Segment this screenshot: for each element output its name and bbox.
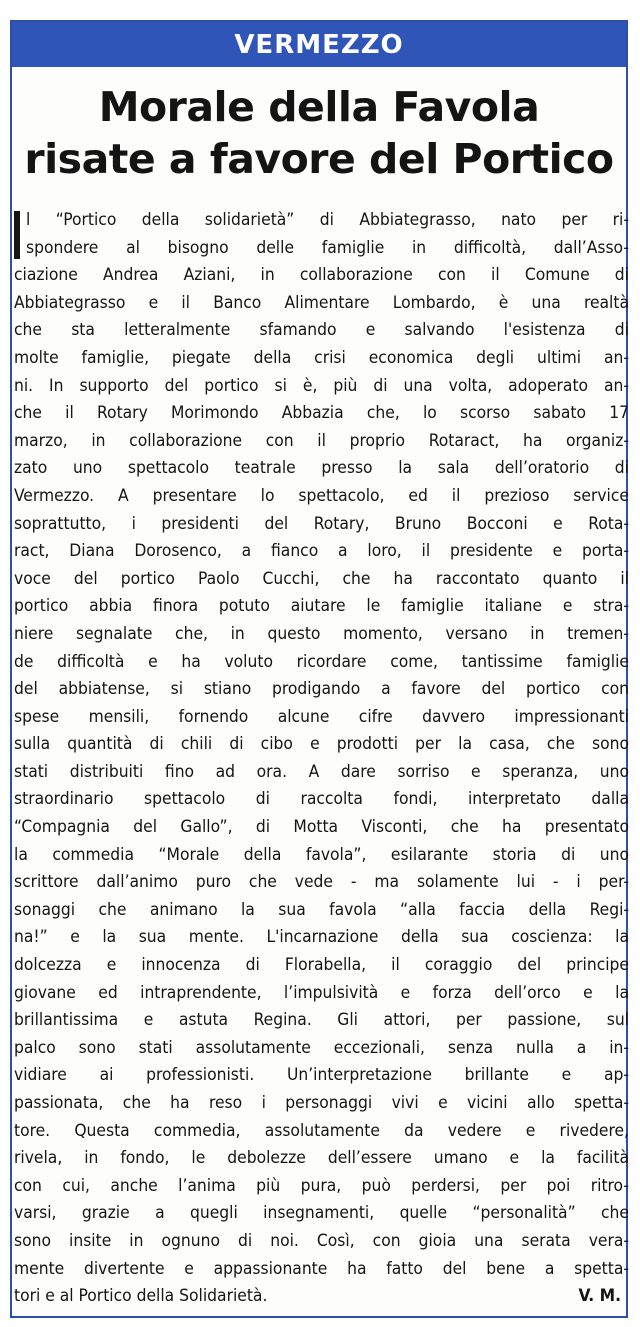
article-line: Abbiategrasso e il Banco Alimentare Lombardo, è una realtà bbox=[14, 292, 629, 313]
article-line: sulla quantità di chili di cibo e prodotti per la casa, che sono bbox=[14, 734, 629, 755]
article-line: passionata, che ha reso i personaggi vivi e vicini allo spetta- bbox=[14, 1093, 629, 1113]
article-line: Vermezzo. A presentare lo spettacolo, ed il prezioso service bbox=[14, 485, 629, 506]
article-body bbox=[14, 207, 629, 1311]
author-signature: V. M. bbox=[578, 1286, 621, 1307]
headline bbox=[12, 81, 626, 185]
article-line: mente divertente e appassionante ha fatto del bene a spetta- bbox=[14, 1258, 629, 1279]
article-line: che il Rotary Morimondo Abbazia che, lo scorso sabato 17 bbox=[14, 403, 629, 424]
article-line: voce del portico Paolo Cucchi, che ha raccontato quanto il bbox=[14, 568, 629, 589]
article-line: brillantissima e astuta Regina. Gli attori, per passione, sul bbox=[14, 1010, 629, 1031]
article-line: l “Portico della solidarietà” di Abbiategrasso, nato per ri- bbox=[26, 210, 629, 230]
article-line: tore. Questa commedia, assolutamente da vedere e rivedere, bbox=[14, 1120, 629, 1141]
article-line: spese mensili, fornendo alcune cifre davvero impressionanti bbox=[14, 706, 629, 727]
article-line: niere segnalate che, in questo momento, versano in tremen- bbox=[14, 623, 629, 644]
article-line: ciazione Andrea Aziani, in collaborazione con il Comune di bbox=[14, 265, 629, 286]
article-line: con cui, anche l’anima più pura, può perdersi, per poi ritro- bbox=[14, 1175, 629, 1196]
article-line: de difficoltà e ha voluto ricordare come, tantissime famiglie bbox=[14, 651, 629, 672]
article-line: straordinario spettacolo di raccolta fondi, interpretato dalla bbox=[14, 789, 629, 810]
headline-line-1: Morale della Favola bbox=[98, 83, 540, 131]
article-line: vidiare ai professionisti. Un’interpretazione brillante e ap- bbox=[14, 1065, 629, 1086]
article-line: sono insite in ognuno di noi. Così, con gioia una serata vera- bbox=[14, 1230, 629, 1251]
article-line: zato uno spettacolo teatrale presso la sala dell’oratorio di bbox=[14, 458, 629, 479]
article-line: dolcezza e innocenza di Florabella, il coraggio del principe bbox=[14, 955, 629, 976]
article-final-row bbox=[14, 1283, 629, 1311]
article-line: ract, Diana Dorosenco, a fianco a loro, il presidente e porta- bbox=[14, 541, 629, 562]
article-line: del abbiatense, si stiano prodigando a favore del portico con bbox=[14, 679, 629, 700]
article-line: na!” e la sua mente. L'incarnazione della sua coscienza: la bbox=[14, 927, 629, 948]
article-line: marzo, in collaborazione con il proprio Rotaract, ha organiz- bbox=[14, 430, 629, 451]
headline-line-2: risate a favore del Portico bbox=[24, 135, 614, 183]
article-line: “Compagnia del Gallo”, di Motta Visconti, che ha presentato bbox=[14, 817, 629, 838]
article-line: scrittore dall’animo puro che vede - ma solamente lui - i per- bbox=[14, 872, 629, 893]
section-header-bar bbox=[12, 22, 626, 67]
article-line: la commedia “Morale della favola”, esilarante storia di uno bbox=[14, 844, 629, 865]
article-line: varsi, grazie a quegli insegnamenti, quelle “personalità” che bbox=[14, 1203, 629, 1224]
article-line: rivela, in fondo, le debolezze dell’essere umano e la facilità bbox=[14, 1148, 629, 1169]
article-line: sonaggi che animano la sua favola “alla faccia della Regi- bbox=[14, 899, 629, 920]
article-line: portico abbia finora potuto aiutare le famiglie italiane e stra- bbox=[14, 596, 629, 617]
article-line: spondere al bisogno delle famiglie in difficoltà, dall’Asso- bbox=[26, 237, 629, 258]
section-label: VERMEZZO bbox=[234, 29, 404, 60]
article-final-line: tori e al Portico della Solidarietà. bbox=[14, 1286, 268, 1307]
article-line: giovane ed intraprendente, l’impulsività e forza dell’orco e la bbox=[14, 982, 629, 1003]
article-line: palco sono stati assolutamente eccezionali, senza nulla a in- bbox=[14, 1037, 629, 1058]
dropcap-bar bbox=[14, 211, 20, 259]
article-line: molte famiglie, piegate della crisi economica degli ultimi an- bbox=[14, 347, 629, 368]
article-line: che sta letteralmente sfamando e salvando l'esistenza di bbox=[14, 320, 629, 341]
article-line: ni. In supporto del portico si è, più di una volta, adoperato an- bbox=[14, 375, 629, 396]
article-line: stati distribuiti fino ad ora. A dare sorriso e speranza, uno bbox=[14, 761, 629, 782]
article-lines bbox=[14, 207, 629, 1283]
article-line: soprattutto, i presidenti del Rotary, Bruno Bocconi e Rota- bbox=[14, 513, 629, 534]
